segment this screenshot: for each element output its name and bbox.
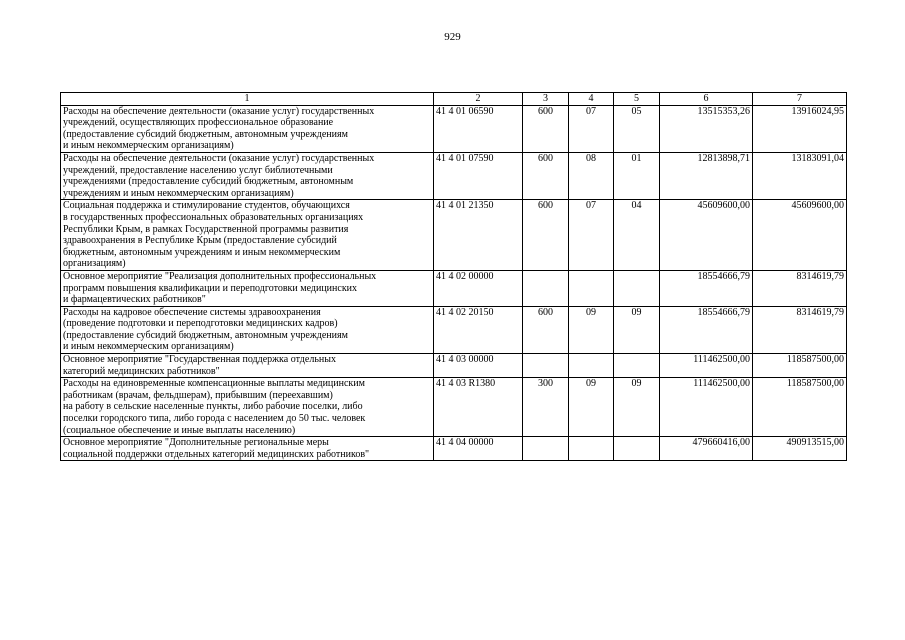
target-code-cell: 41 4 04 00000 [434, 437, 523, 461]
amount-col6-cell: 12813898,71 [660, 152, 753, 199]
section-cell: 07 [569, 105, 614, 152]
table-row [61, 152, 847, 199]
target-code-cell: 41 4 02 20150 [434, 306, 523, 353]
expense-name-cell: Социальная поддержка и стимулирование студентов, обучающихся в государственных профессиональных образовательных организациях Республики Крым, в рамках Государственной программы развития здравоохранения в Республике Крым (предоставление субсидий бюджетным, автономным учреждениям и иным некоммерческим организациям) [61, 200, 434, 271]
header-cell: 1 [61, 93, 434, 106]
expense-type-cell: 600 [523, 105, 569, 152]
subsection-cell: 05 [614, 105, 660, 152]
table-row [61, 306, 847, 353]
expense-type-cell [523, 437, 569, 461]
header-cell: 7 [753, 93, 847, 106]
amount-col6-cell: 479660416,00 [660, 437, 753, 461]
table-row [61, 105, 847, 152]
header-cell: 4 [569, 93, 614, 106]
target-code-cell: 41 4 03 R1380 [434, 378, 523, 437]
amount-col6-cell: 18554666,79 [660, 306, 753, 353]
expense-name-cell: Расходы на единовременные компенсационные выплаты медицинским работникам (врачам, фельдшерам), прибывшим (переехавшим) на работу в сельские населенные пункты, либо рабочие поселки, либо поселки городского типа, либо города с населением до 50 тыс. человек (социальное обеспечение и иные выплаты населению) [61, 378, 434, 437]
amount-col6-cell: 13515353,26 [660, 105, 753, 152]
expense-name-cell: Основное мероприятие "Дополнительные региональные меры социальной поддержки отдельных категорий медицинских работников" [61, 437, 434, 461]
expense-type-cell: 600 [523, 152, 569, 199]
expense-name-cell: Расходы на обеспечение деятельности (оказание услуг) государственных учреждений, осуществляющих профессиональное образование (предоставление субсидий бюджетным, автономным учреждениям и иным некоммерческим организациям) [61, 105, 434, 152]
expense-name-cell: Расходы на обеспечение деятельности (оказание услуг) государственных учреждений, предоставление населению услуг библиотечными учреждениями (предоставление субсидий бюджетным, автономным учреждениям и иным некоммерческим организациям) [61, 152, 434, 199]
table-row [61, 200, 847, 271]
amount-col7-cell: 118587500,00 [753, 354, 847, 378]
table-row [61, 270, 847, 306]
target-code-cell: 41 4 01 06590 [434, 105, 523, 152]
subsection-cell [614, 437, 660, 461]
target-code-cell: 41 4 01 07590 [434, 152, 523, 199]
table-row [61, 354, 847, 378]
expense-name-cell: Расходы на кадровое обеспечение системы здравоохранения (проведение подготовки и переподготовки медицинских кадров) (предоставление субсидий бюджетным, автономным учреждениям и иным некоммерческим организациям) [61, 306, 434, 353]
expense-type-cell: 600 [523, 200, 569, 271]
header-cell: 6 [660, 93, 753, 106]
amount-col6-cell: 111462500,00 [660, 354, 753, 378]
amount-col7-cell: 490913515,00 [753, 437, 847, 461]
table-header-row [61, 93, 847, 106]
amount-col7-cell: 118587500,00 [753, 378, 847, 437]
amount-col6-cell: 18554666,79 [660, 270, 753, 306]
table-row [61, 378, 847, 437]
subsection-cell: 09 [614, 378, 660, 437]
section-cell [569, 437, 614, 461]
subsection-cell: 01 [614, 152, 660, 199]
page-number: 929 [444, 31, 461, 43]
section-cell [569, 354, 614, 378]
subsection-cell [614, 270, 660, 306]
expense-type-cell: 600 [523, 306, 569, 353]
subsection-cell: 09 [614, 306, 660, 353]
header-cell: 3 [523, 93, 569, 106]
section-cell: 09 [569, 378, 614, 437]
expense-type-cell: 300 [523, 378, 569, 437]
target-code-cell: 41 4 02 00000 [434, 270, 523, 306]
expense-name-cell: Основное мероприятие "Реализация дополнительных профессиональных программ повышения квалификации и переподготовки медицинских и фармацевтических работников" [61, 270, 434, 306]
table-row [61, 437, 847, 461]
amount-col7-cell: 45609600,00 [753, 200, 847, 271]
section-cell: 08 [569, 152, 614, 199]
header-cell: 2 [434, 93, 523, 106]
expense-type-cell [523, 354, 569, 378]
amount-col6-cell: 111462500,00 [660, 378, 753, 437]
amount-col7-cell: 13183091,04 [753, 152, 847, 199]
section-cell [569, 270, 614, 306]
subsection-cell [614, 354, 660, 378]
subsection-cell: 04 [614, 200, 660, 271]
section-cell: 07 [569, 200, 614, 271]
amount-col7-cell: 8314619,79 [753, 270, 847, 306]
amount-col7-cell: 8314619,79 [753, 306, 847, 353]
header-cell: 5 [614, 93, 660, 106]
target-code-cell: 41 4 01 21350 [434, 200, 523, 271]
section-cell: 09 [569, 306, 614, 353]
target-code-cell: 41 4 03 00000 [434, 354, 523, 378]
budget-table [60, 92, 847, 461]
expense-name-cell: Основное мероприятие "Государственная поддержка отдельных категорий медицинских работников" [61, 354, 434, 378]
amount-col6-cell: 45609600,00 [660, 200, 753, 271]
amount-col7-cell: 13916024,95 [753, 105, 847, 152]
expense-type-cell [523, 270, 569, 306]
